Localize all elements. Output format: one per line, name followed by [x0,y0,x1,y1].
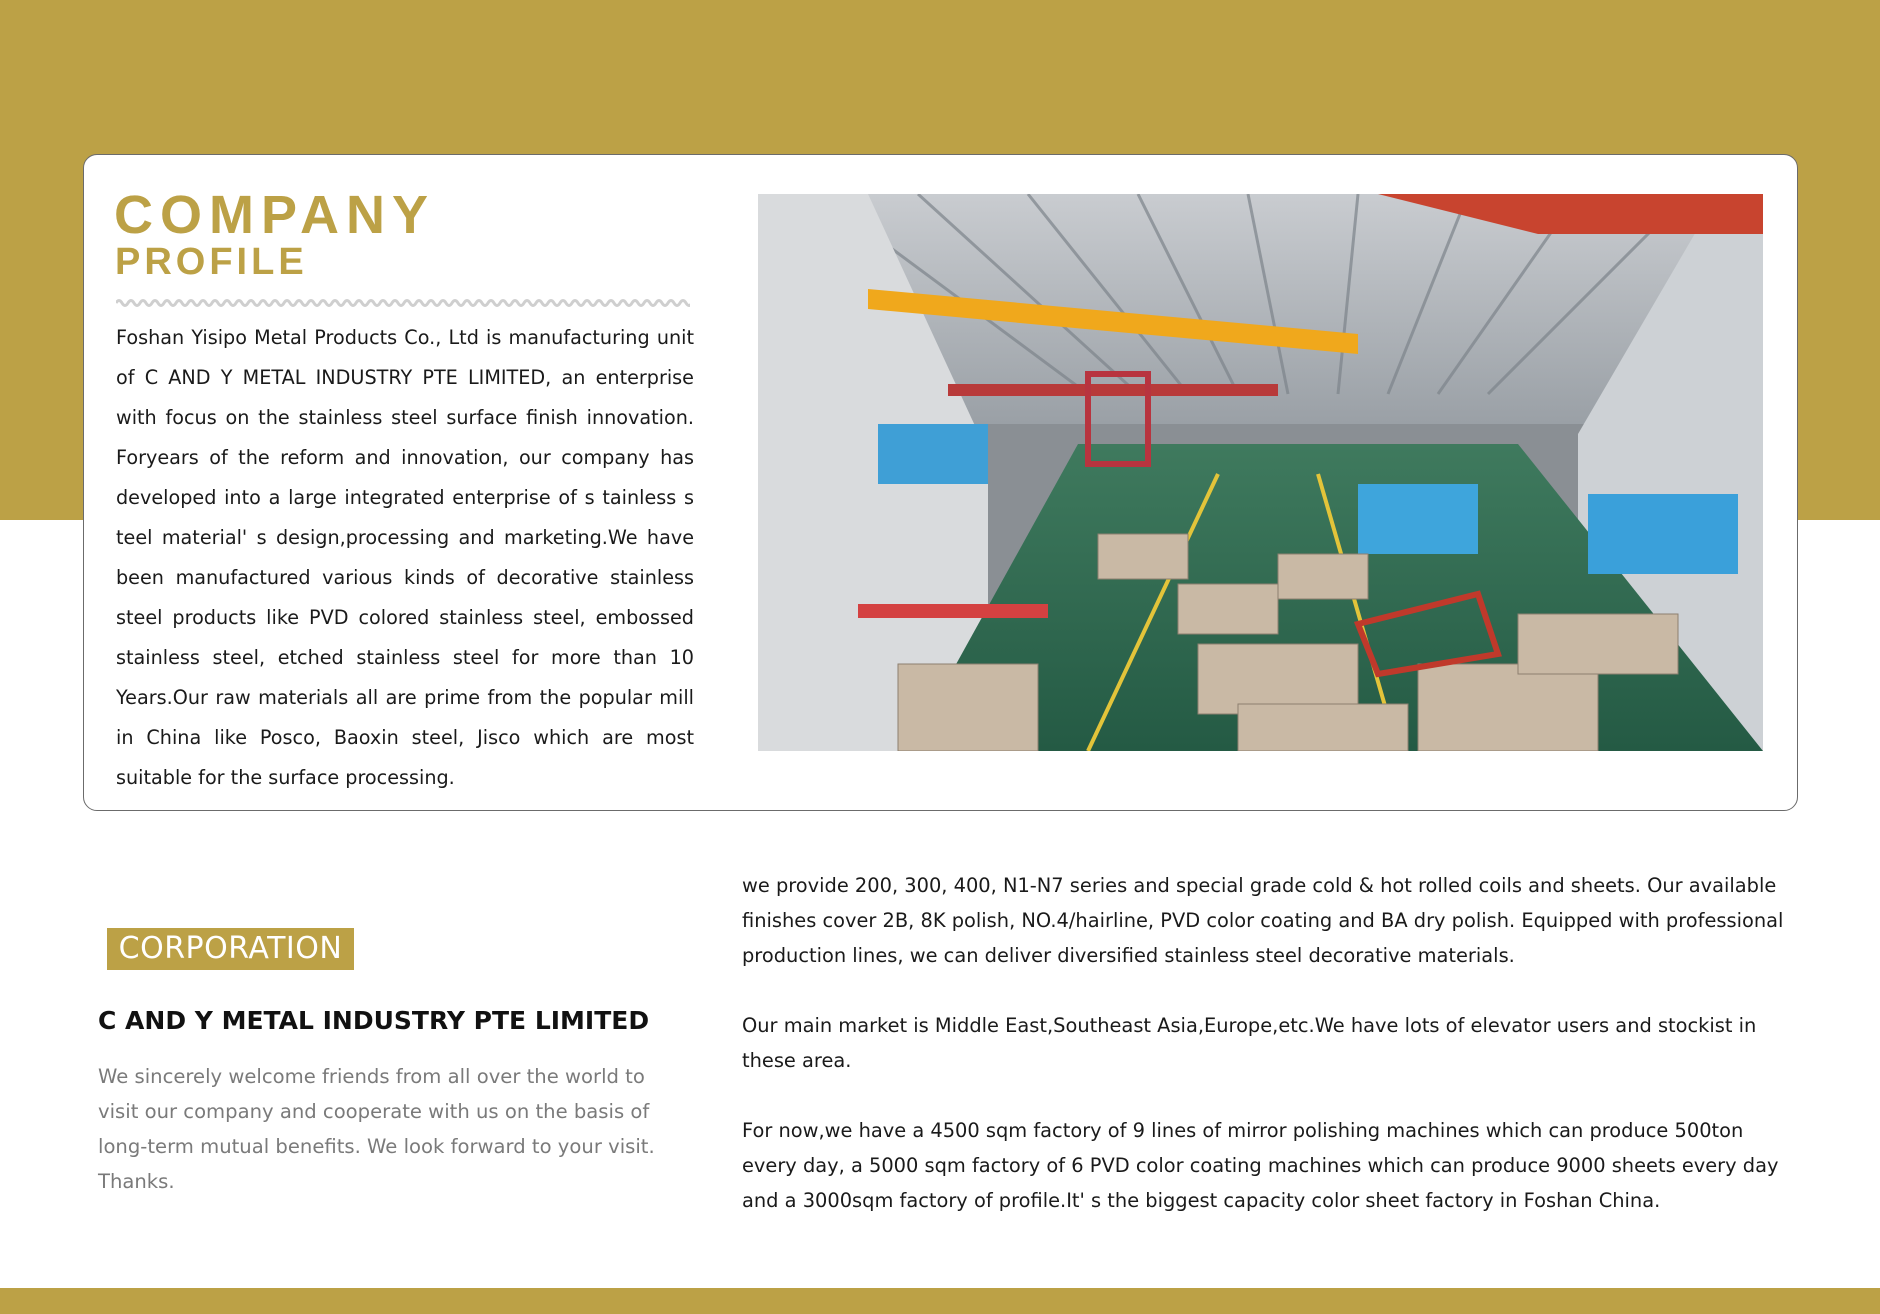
factory-photo-illustration [758,194,1763,751]
title-profile: PROFILE [115,241,308,283]
market-paragraph: Our main market is Middle East,Southeast Asia,Europe,etc.We have lots of elevator users and stockist in these area. [742,1014,1757,1072]
capacity-paragraph: For now,we have a 4500 sqm factory of 9 lines of mirror polishing machines which can produce 500ton every day, a 5000 sqm factory of 6 PVD color coating machines which can produce 9000 sheets every day and a 3000sqm factory of profile.It' s the biggest capacity color sheet factory in Foshan China. [742,1119,1779,1212]
corporation-name: C AND Y METAL INDUSTRY PTE LIMITED [98,1006,650,1035]
corporation-welcome-text: We sincerely welcome friends from all over the world to visit our company and cooperate with us on the basis of long-term mutual benefits. We look forward to your visit. Thanks. [98,1065,655,1193]
company-details [742,868,1788,1253]
corporation-badge: CORPORATION [107,928,354,970]
wave-divider [116,296,690,310]
bottom-gold-band [0,1288,1880,1314]
profile-description: Foshan Yisipo Metal Products Co., Ltd is manufacturing unit of C AND Y METAL INDUSTRY PTE LIMITED, an enterprise with focus on the stainless steel surface finish innovation. Foryears of the reform and innovation, our company has developed into a large integrated enterprise of s tainless s teel material' s design,processing and marketing.We have been manufactured various kinds of decorative stainless steel products like PVD colored stainless steel, embossed stainless steel, etched stainless steel for more than 10 Years.Our raw materials all are prime from the popular mill in China like Posco, Baoxin steel, Jisco which are most suitable for the surface processing. [116,326,694,789]
factory-interior-photo [758,194,1763,751]
products-paragraph: we provide 200, 300, 400, N1-N7 series and special grade cold & hot rolled coils and sheets. Our available finishes cover 2B, 8K polish, NO.4/hairline, PVD color coating and BA dry polish. Equipped with professional production lines, we can deliver diversified stainless steel decorative materials. [742,874,1784,967]
title-company: COMPANY [114,185,436,245]
